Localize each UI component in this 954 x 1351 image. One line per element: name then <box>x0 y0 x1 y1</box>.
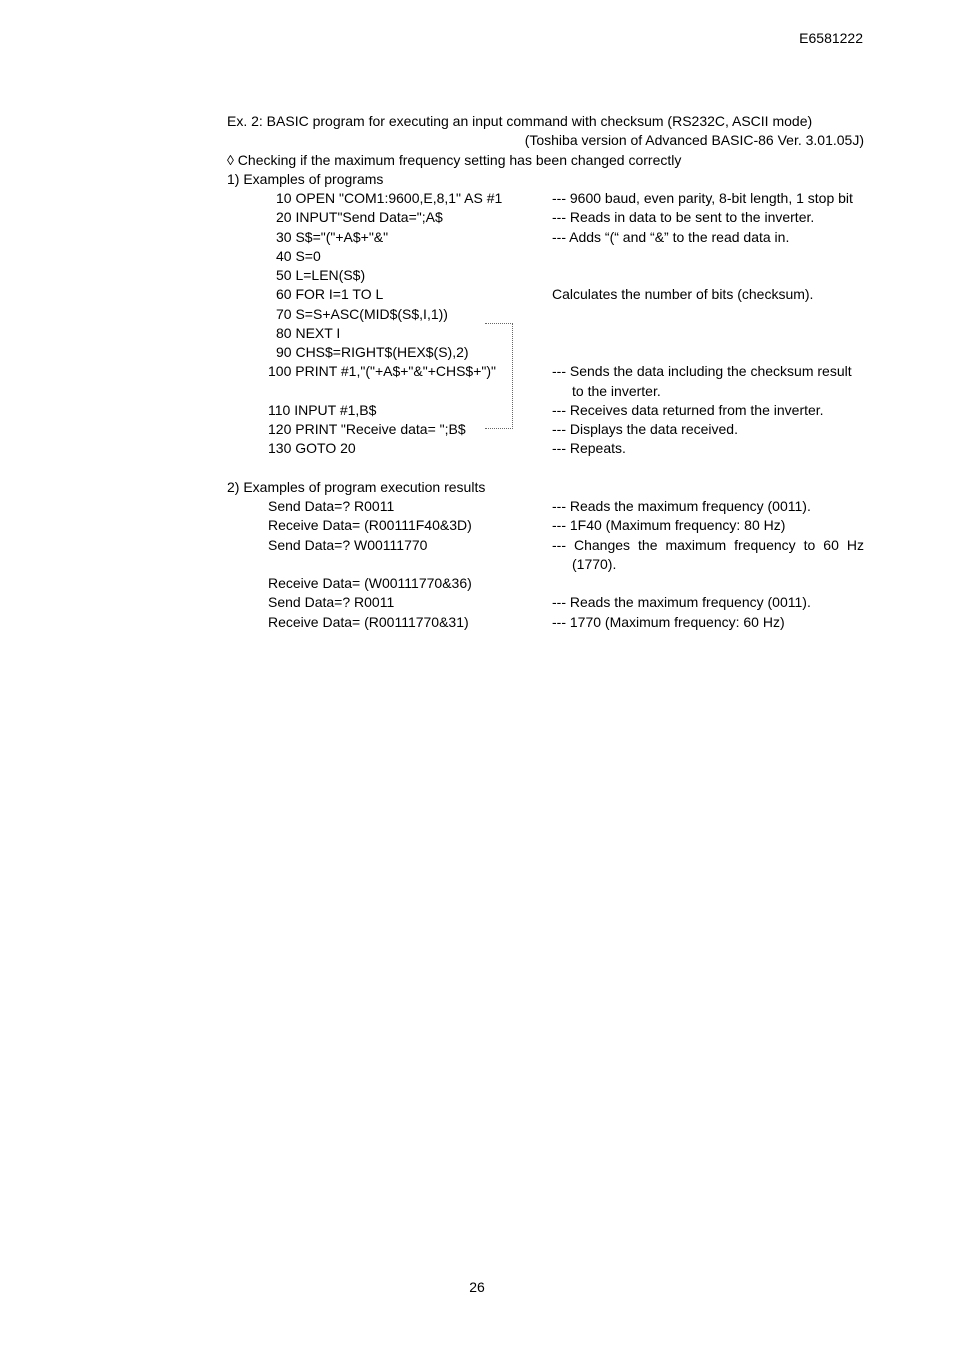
program-comment: --- Repeats. <box>552 440 626 457</box>
result-io: Send Data=? R0011 <box>268 498 395 514</box>
result-io: Receive Data= (W00111770&36) <box>268 575 472 591</box>
result-comment: --- 1F40 (Maximum frequency: 80 Hz) <box>552 517 786 534</box>
program-code: 90 CHS$=RIGHT$(HEX$(S),2) <box>276 344 469 360</box>
result-line <box>227 516 864 535</box>
version-note: (Toshiba version of Advanced BASIC-86 Ver. 3.01.05J) <box>524 132 864 149</box>
program-line <box>227 420 864 439</box>
result-comment: --- Changes the maximum frequency to 60 Hz <box>552 536 864 553</box>
example-title: Ex. 2: BASIC program for executing an input command with checksum (RS232C, ASCII mode) <box>227 113 813 129</box>
result-io: Send Data=? W00111770 <box>268 536 428 553</box>
program-comment: --- Receives data returned from the inverter. <box>552 401 824 418</box>
program-code: 60 FOR I=1 TO L <box>276 286 384 303</box>
result-line <box>227 613 864 632</box>
page-number: 26 <box>469 1279 485 1295</box>
result-comment: --- Reads the maximum frequency (0011). <box>552 498 811 514</box>
program-line <box>227 285 864 304</box>
programs-heading: 1) Examples of programs <box>227 170 384 187</box>
results-listing <box>227 497 864 632</box>
program-code: 40 S=0 <box>276 247 321 264</box>
result-line <box>227 574 864 593</box>
result-line <box>227 536 864 555</box>
checksum-comment: Calculates the number of bits (checksum). <box>552 286 814 303</box>
purpose-line: ◊ Checking if the maximum frequency setting has been changed correctly <box>227 151 682 168</box>
program-line-continuation <box>227 382 864 401</box>
program-code: 20 INPUT"Send Data=";A$ <box>276 209 443 226</box>
program-line <box>227 189 864 208</box>
result-comment: --- 1770 (Maximum frequency: 60 Hz) <box>552 613 785 630</box>
result-comment: --- Reads the maximum frequency (0011). <box>552 594 811 611</box>
program-code: 120 PRINT "Receive data= ";B$ <box>268 421 466 437</box>
program-comment: --- Reads in data to be sent to the inverter. <box>552 209 815 226</box>
program-code: 50 L=LEN(S$) <box>276 267 366 283</box>
document-id: E6581222 <box>799 30 863 46</box>
program-line <box>227 343 864 362</box>
program-comment-continuation: to the inverter. <box>572 382 661 399</box>
results-heading: 2) Examples of program execution results <box>227 478 486 495</box>
program-line <box>227 401 864 420</box>
program-comment: --- Displays the data received. <box>552 421 738 437</box>
result-line-continuation <box>227 555 864 574</box>
program-line <box>227 324 864 343</box>
program-code: 70 S=S+ASC(MID$(S$,I,1)) <box>276 305 448 322</box>
result-line <box>227 593 864 612</box>
program-comment: --- Sends the data including the checksum result <box>552 363 852 380</box>
program-line <box>227 439 864 458</box>
program-line <box>227 362 864 381</box>
program-code: 110 INPUT #1,B$ <box>268 401 377 418</box>
result-io: Send Data=? R0011 <box>268 594 395 611</box>
page-content <box>227 112 864 632</box>
program-comment: --- 9600 baud, even parity, 8-bit length, 1 stop bit <box>552 190 853 206</box>
program-code: 30 S$="("+A$+"&" <box>276 228 389 245</box>
program-code: 100 PRINT #1,"("+A$+"&"+CHS$+")" <box>268 363 496 380</box>
program-code: 10 OPEN "COM1:9600,E,8,1" AS #1 <box>276 190 503 206</box>
program-line <box>227 247 864 266</box>
result-io: Receive Data= (R00111770&31) <box>268 613 469 630</box>
program-line <box>227 228 864 247</box>
spacer <box>227 459 864 478</box>
program-listing <box>227 189 864 459</box>
program-line <box>227 266 864 285</box>
program-line <box>227 305 864 324</box>
program-line <box>227 208 864 227</box>
program-code: 130 GOTO 20 <box>268 440 356 457</box>
program-comment: --- Adds “(“ and “&” to the read data in. <box>552 228 790 245</box>
result-comment-continuation: (1770). <box>572 555 617 572</box>
result-line <box>227 497 864 516</box>
result-io: Receive Data= (R00111F40&3D) <box>268 517 472 534</box>
program-code: 80 NEXT I <box>276 324 341 341</box>
